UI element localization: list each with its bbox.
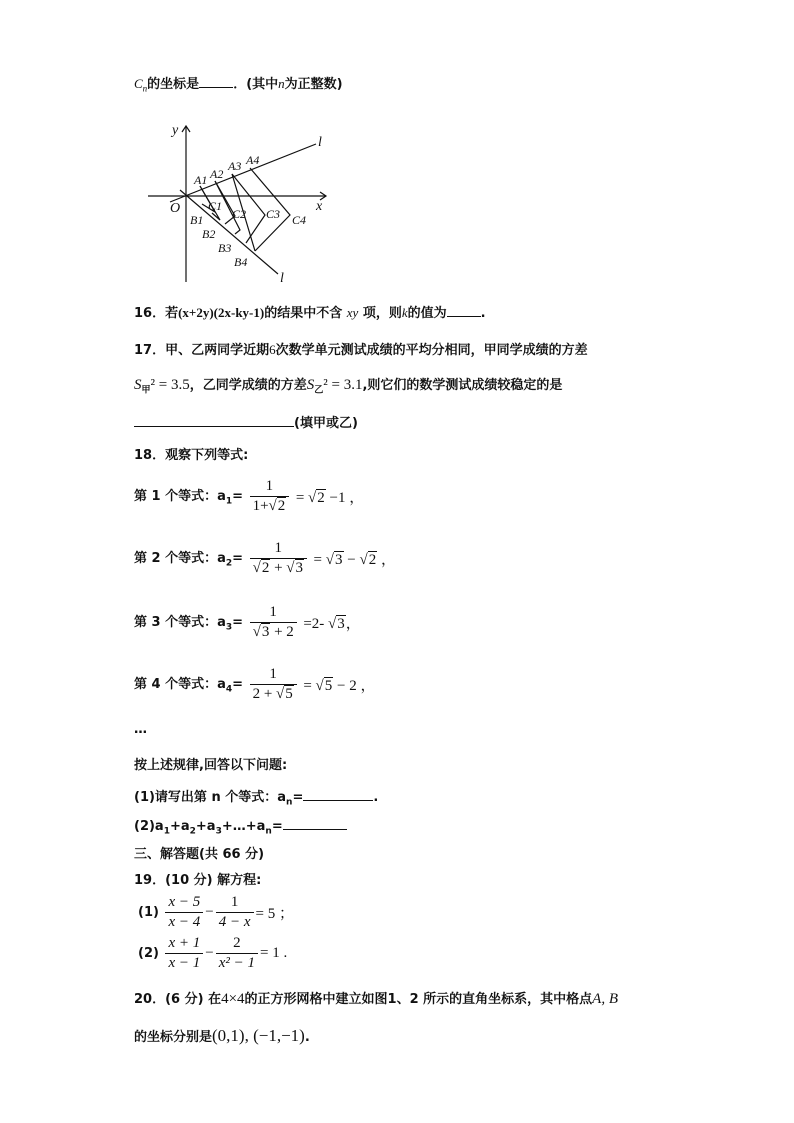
answer-blank[interactable] xyxy=(134,414,294,427)
label-c4: C4 xyxy=(292,213,307,227)
fraction: $\frac{1}{1+√2}$ xyxy=(250,478,290,515)
q17-line1: 17．甲、乙两同学近期6次数学单元测试成绩的平均分相同，甲同学成绩的方差 xyxy=(134,342,588,358)
answer-blank[interactable] xyxy=(283,817,347,830)
q17-line2: $S_甲^2 = 3.5$，乙同学成绩的方差$S_乙^2 = 3.1$,则它们的数学测试成绩较稳定的是 xyxy=(134,377,563,396)
fraction: $\frac{2}{\text{x² − 1}}$ xyxy=(216,935,258,972)
label-b1: B1 xyxy=(190,213,204,227)
line-l-bottom xyxy=(180,190,281,274)
label-a4: A4 xyxy=(246,153,260,167)
fraction: $\frac{1}{4 - x}$ xyxy=(216,894,254,931)
fraction: $\frac{1}{√3 + 2}$ xyxy=(250,604,297,641)
fraction: $\frac{1}{√2 + √3}$ xyxy=(250,540,307,577)
label-a3: A3 xyxy=(228,159,242,173)
answer-blank[interactable] xyxy=(303,788,373,801)
label-b2: B2 xyxy=(202,227,216,241)
answer-blank[interactable] xyxy=(199,75,233,88)
q18-title: 18．观察下列等式: xyxy=(134,448,249,463)
q18-rule: 按上述规律,回答以下问题: xyxy=(134,758,288,773)
fraction: $\frac{1}{2 + √5}$ xyxy=(250,666,297,703)
line-l-top xyxy=(170,144,316,202)
label-a2: A2 xyxy=(210,167,224,181)
q20-line2: 的坐标分别是(0,1), (−1,−1). xyxy=(134,1026,310,1045)
fraction: $\frac{x - 5}{x - 4}$ xyxy=(165,894,203,931)
q15-line: $C_n$的坐标是 ．(其中n为正整数) xyxy=(134,76,343,94)
q20-line1: 20．(6 分) 在4×4的正方形网格中建立如图1、2 所示的直角坐标系，其中格点A, B xyxy=(134,991,618,1007)
q18-part2: $(2)a_1+a_2+a_3+\dots+a_n=$ xyxy=(134,817,347,837)
q19-part2: (2) $\frac{x + 1}{x - 1}$ − $\frac{2}{\text{x² − 1}}$ = 1 . xyxy=(138,935,288,971)
q18-eq2: 第 2 个等式：$a_2=$ $\frac{1}{√2 + √3}$ = √3 − √2 ， xyxy=(134,540,396,576)
q18-dots: … xyxy=(134,722,147,737)
label-y: y xyxy=(172,123,179,138)
label-c3: C3 xyxy=(266,207,281,221)
section-heading: 三、解答题(共 66 分) xyxy=(134,847,265,862)
label-c1: C1 xyxy=(208,199,223,213)
q17-line3: (填甲或乙) xyxy=(134,412,358,431)
label-a1: A1 xyxy=(194,173,208,187)
q19-part1: (1) $\frac{x - 5}{x - 4}$ − $\frac{1}{4 - x}$ = 5 ； xyxy=(138,894,294,930)
q18-eq1: 第 1 个等式：$a_1=$ $\frac{1}{1+√2}$ = √2 −1 ， xyxy=(134,478,365,514)
label-x: x xyxy=(316,199,323,214)
label-o: O xyxy=(170,201,181,216)
q18-eq4: 第 4 个等式：$a_4=$ $\frac{1}{2 + √5}$ = √5 − 2 ， xyxy=(134,666,376,702)
label-b4: B4 xyxy=(234,255,248,269)
q18-part1: (1)请写出第 n 个等式：$a_n=$ . xyxy=(134,790,379,808)
label-b3: B3 xyxy=(218,241,232,255)
label-c2: C2 xyxy=(232,207,247,221)
q19-title: 19．(10 分) 解方程: xyxy=(134,873,262,888)
c-n-var: $C_n$ xyxy=(134,76,148,94)
q18-eq3: 第 3 个等式：$a_3=$ $\frac{1}{√3 + 2}$ =2- √3， xyxy=(134,604,361,640)
fraction: $\frac{x + 1}{x - 1}$ xyxy=(165,935,203,972)
answer-blank[interactable] xyxy=(447,304,481,317)
label-l-top: l xyxy=(318,135,322,150)
label-l-bottom: l xyxy=(280,271,284,286)
coordinate-figure xyxy=(140,118,340,288)
q16: 16．若(x+2y)(2x-ky-1)的结果中不含 xy 项，则k的值为 . xyxy=(134,305,486,321)
